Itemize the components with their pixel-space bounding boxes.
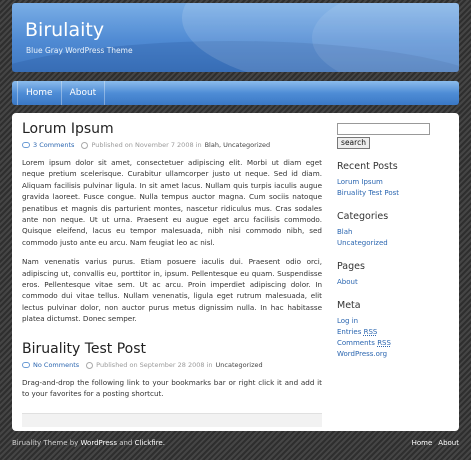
recent-post-link[interactable]: Biruality Test Post [337, 189, 400, 197]
main-navigation [12, 81, 459, 105]
nav-item-about[interactable]: About [62, 81, 106, 105]
recent-posts-list [337, 177, 452, 199]
recent-posts-heading: Recent Posts [337, 161, 398, 172]
recent-post-link[interactable]: Lorum Ipsum [337, 178, 383, 186]
published-date: Published on September 28 2008 in [96, 361, 213, 369]
wordpress-link[interactable]: WordPress [80, 439, 117, 447]
comments-link[interactable]: 3 Comments [33, 141, 75, 149]
footer-prefix: Biruality Theme by [12, 439, 79, 447]
site-title[interactable]: Birulaity [25, 19, 105, 41]
comments-link[interactable]: No Comments [33, 361, 80, 369]
site-header [12, 3, 459, 72]
footer-credits [12, 439, 165, 447]
meta-list [337, 316, 452, 360]
pages-list [337, 277, 452, 288]
post-meta [22, 361, 322, 369]
page-link-about[interactable]: About [337, 278, 358, 286]
published-date: Published on November 7 2008 in [91, 141, 202, 149]
clickfire-link[interactable]: Clickfire. [134, 439, 165, 447]
header-swoosh-decoration [312, 3, 459, 72]
pages-heading: Pages [337, 261, 365, 272]
post-footer-divider [22, 413, 322, 427]
search-input[interactable] [337, 123, 430, 135]
comment-icon [22, 142, 30, 148]
content-area [12, 113, 459, 431]
rss-abbr: RSS [363, 328, 378, 336]
clock-icon [81, 142, 88, 149]
nav-item-home[interactable]: Home [17, 81, 62, 105]
search-button[interactable]: search [337, 137, 370, 149]
footer-and: and [119, 439, 133, 447]
entries-label: Entries [337, 328, 362, 336]
post-meta [22, 141, 322, 149]
entries-rss-link[interactable] [337, 327, 452, 338]
comment-icon [22, 362, 30, 368]
post-categories[interactable]: Blah, Uncategorized [204, 141, 271, 149]
categories-list [337, 227, 452, 249]
sidebar [337, 123, 452, 360]
post-title[interactable]: Biruality Test Post [22, 341, 147, 357]
post-categories[interactable]: Uncategorized [215, 361, 263, 369]
login-link[interactable]: Log in [337, 317, 359, 325]
comments-label: Comments [337, 339, 375, 347]
wordpress-org-link[interactable]: WordPress.org [337, 350, 388, 358]
meta-heading: Meta [337, 300, 361, 311]
footer-link-home[interactable]: Home [411, 439, 433, 447]
post-paragraph: Lorem ipsum dolor sit amet, consectetuer adipiscing elit. Morbi ut diam eget neque pretium scelerisque. Curabitur ullamcorper justo ut neque. Sed id diam. Aliquam facilisis pulvinar ligula. In sit amet lacus. Nullam quis turpis iaculis augue gravida laoreet. Fusce congue. Nulla tempus auctor magna. Cum sociis natoque penatibus et magnis dis parturient montes, nascetur ridiculus mus. Cras sodales ante non neque. Ut ut urna. Praesent eu augue eget arcu facilisis commodo. Quisque eleifend, lacus eu tempor malesuada, nibh nisi commodo nibh, sed commodo justo ante eu arcu. Nam feugiat leo ac nisl. [22, 158, 322, 247]
category-link[interactable]: Uncategorized [337, 239, 388, 247]
post-paragraph: Nam venenatis varius purus. Etiam posuere iaculis dui. Praesent odio orci, adipiscing ut, convallis eu, porttitor in, ipsum. Pellentesque eu quam. Suspendisse eros. Pellentesque vitae sem. Ut ac arcu. Proin imperdiet adipiscing dolor. In commodo dui vitae tellus. Nullam venenatis, ligula eget rutrum malesuada, elit lectus pulvinar dolor, non auctor purus metus dignissim nulla. In hac habitasse platea dictumst. Donec semper. [22, 257, 322, 324]
post-paragraph: Drag-and-drop the following link to your bookmarks bar or right click it and add it to your favorites for a posting shortcut. [22, 378, 322, 399]
rss-abbr: RSS [377, 339, 391, 347]
site-description: Blue Gray WordPress Theme [26, 46, 133, 55]
footer-nav [412, 439, 459, 447]
comments-rss-link[interactable] [337, 338, 452, 349]
post [22, 341, 322, 400]
post [22, 121, 322, 325]
category-link[interactable]: Blah [337, 228, 353, 236]
footer-link-about[interactable]: About [438, 439, 459, 447]
clock-icon [86, 362, 93, 369]
post-title[interactable]: Lorum Ipsum [22, 121, 114, 137]
categories-heading: Categories [337, 211, 389, 222]
search-form [337, 123, 452, 149]
